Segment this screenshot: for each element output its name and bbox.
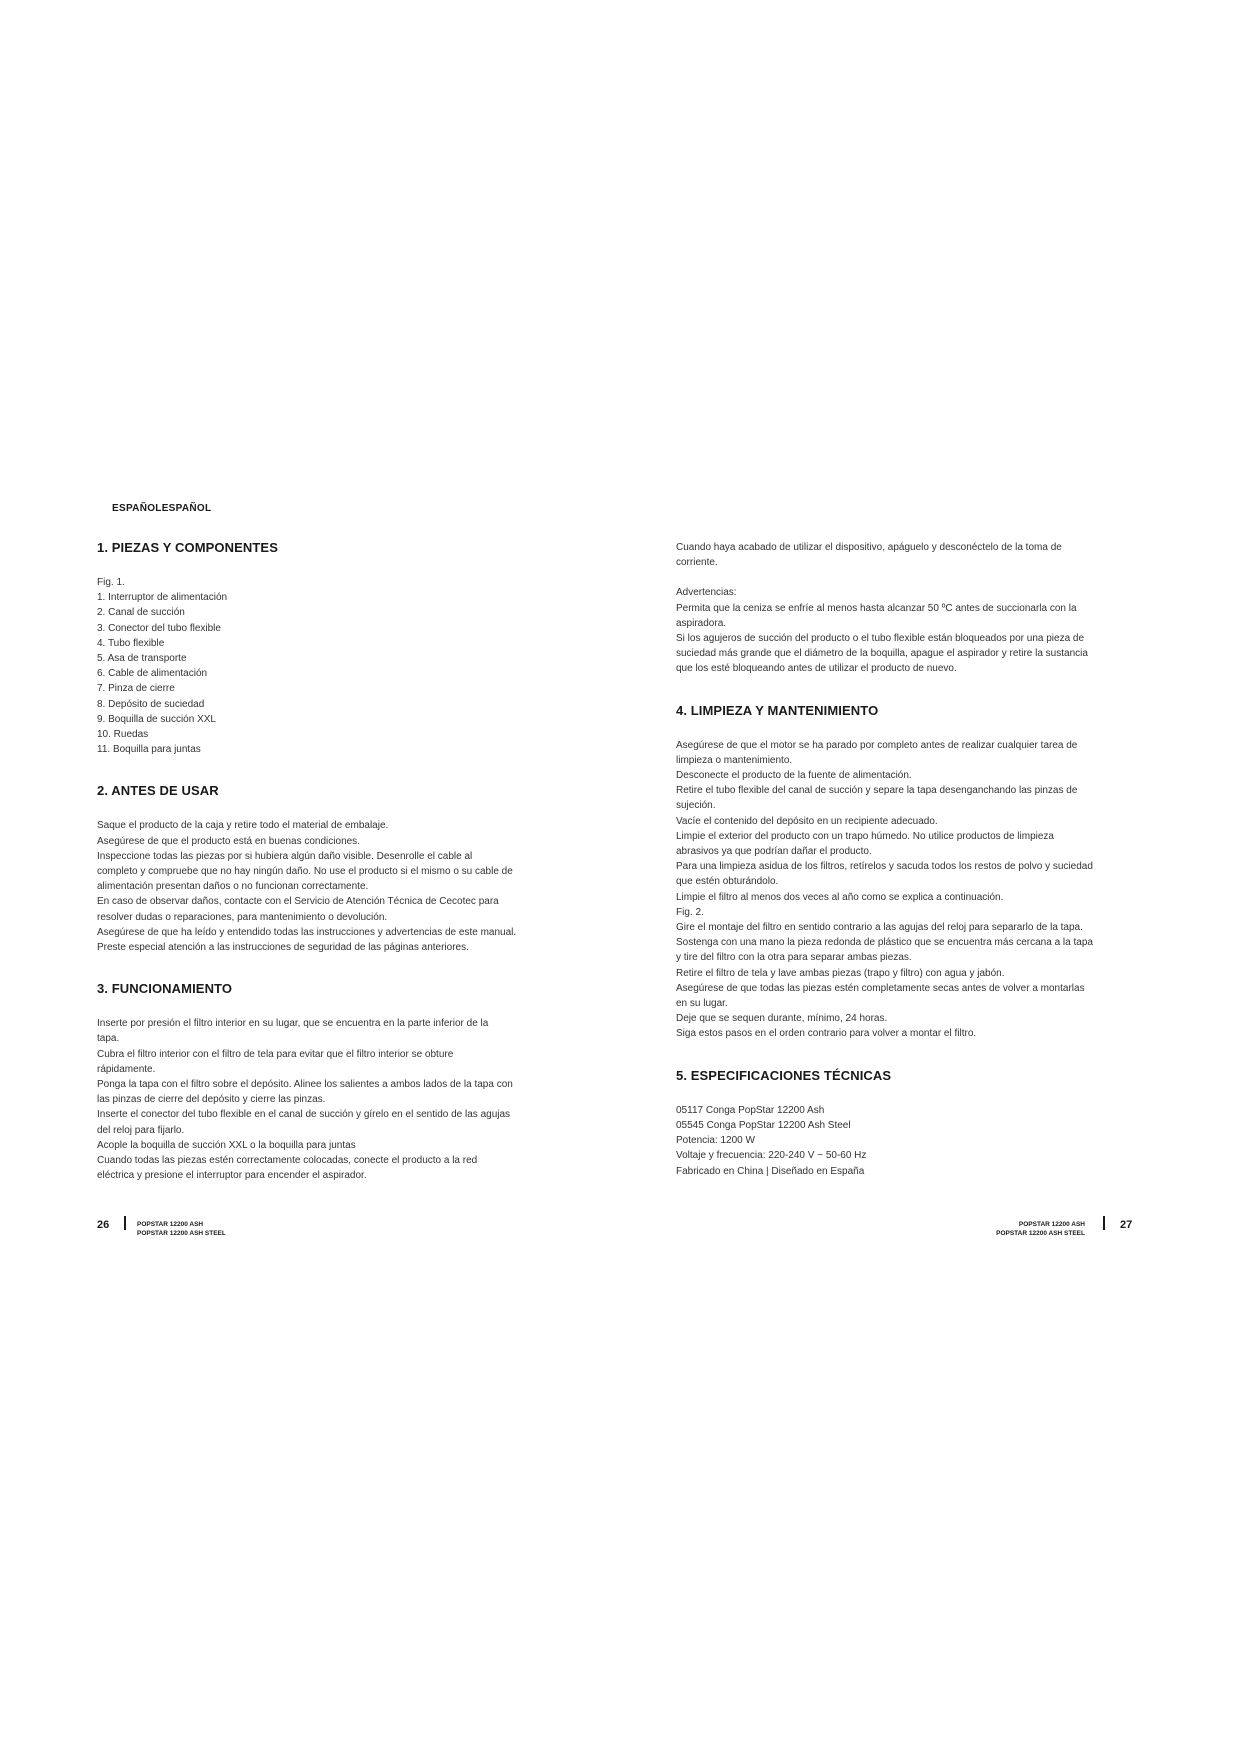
text-line: Potencia: 1200 W xyxy=(676,1135,755,1147)
text-line: las pinzas de cierre del depósito y cierre las pinzas. xyxy=(97,1094,326,1106)
components-list xyxy=(97,590,567,757)
text-line: del reloj para fijarlo. xyxy=(97,1124,185,1136)
text-line: Limpie el exterior del producto con un trapo húmedo. No utilice productos de limpieza xyxy=(676,830,1054,842)
left-column xyxy=(97,540,567,1184)
text-line: Para una limpieza asidua de los filtros, retírelos y sacuda todos los restos de polvo y suciedad xyxy=(676,861,1093,873)
section-5-title: 5. ESPECIFICACIONES TÉCNICAS xyxy=(676,1067,892,1083)
text-line: suciedad más grande que el diámetro de la boquilla, apague el aspirador y retire la sustancia xyxy=(676,648,1088,660)
text-line: Asegúrese de que el producto está en buenas condiciones. xyxy=(97,835,360,847)
section-3-body xyxy=(97,1016,567,1183)
text-line: Inserte el conector del tubo flexible en el canal de succión y gírelo en el sentido de las agujas xyxy=(97,1109,511,1121)
footer-models-right xyxy=(996,1220,1085,1238)
section-2-body xyxy=(97,818,567,955)
footer-divider xyxy=(124,1216,126,1230)
text-line: Saque el producto de la caja y retire todo el material de embalaje. xyxy=(97,820,389,832)
footer-model-1: POPSTAR 12200 ASH xyxy=(137,1221,204,1228)
list-item: 4. Tubo flexible xyxy=(97,637,165,649)
text-line: Asegúrese de que ha leído y entendido todas las instrucciones y advertencias de este manual. xyxy=(97,926,517,938)
text-line: en su lugar. xyxy=(676,998,728,1010)
list-item: 5. Asa de transporte xyxy=(97,653,187,665)
text-line: Retire el tubo flexible del canal de succión y separe la tapa desenganchando las pinzas de xyxy=(676,785,1078,797)
list-item: 11. Boquilla para juntas xyxy=(97,744,201,756)
text-line: Fabricado en China | Diseñado en España xyxy=(676,1165,865,1177)
page-number-right: 27 xyxy=(1120,1219,1133,1231)
text-line: aspiradora. xyxy=(676,617,727,629)
text-line: resolver dudas o reparaciones, para mantenimiento o devolución. xyxy=(97,911,388,923)
text-line: que los esté bloqueando antes de utilizar el producto de nuevo. xyxy=(676,663,957,675)
text-line: sujeción. xyxy=(676,800,716,812)
text-line: Acople la boquilla de succión XXL o la boquilla para juntas xyxy=(97,1139,356,1151)
right-column xyxy=(676,540,1146,1179)
text-line: alimentación presentan daños o no funcionan correctamente. xyxy=(97,881,369,893)
list-item: 8. Depósito de suciedad xyxy=(97,698,205,710)
text-line: Voltaje y frecuencia: 220-240 V ~ 50-60 Hz xyxy=(676,1150,867,1162)
text-line: Vacíe el contenido del depósito en un recipiente adecuado. xyxy=(676,815,938,827)
text-line: tapa. xyxy=(97,1033,120,1045)
list-item: 1. Interruptor de alimentación xyxy=(97,592,228,604)
text-line: Ponga la tapa con el filtro sobre el depósito. Alinee los salientes a ambos lados de la tapa con xyxy=(97,1079,513,1091)
text-line: limpieza o mantenimiento. xyxy=(676,754,793,766)
text-line: Si los agujeros de succión del producto o el tubo flexible están bloqueados por una pieza de xyxy=(676,633,1085,645)
text-line: Inserte por presión el filtro interior en su lugar, que se encuentra en la parte inferior de la xyxy=(97,1018,489,1030)
language-header: ESPAÑOLESPAÑOL xyxy=(112,503,212,514)
section-4-title: 4. LIMPIEZA Y MANTENIMIENTO xyxy=(676,702,879,718)
warnings-label: Advertencias: xyxy=(676,587,737,599)
fig-1-label: Fig. 1. xyxy=(97,577,125,588)
text-line: Sostenga con una mano la pieza redonda de plástico que se encuentra más cercana a la tapa xyxy=(676,937,1093,949)
footer-model-2: POPSTAR 12200 ASH STEEL xyxy=(137,1230,226,1237)
footer-models-left xyxy=(137,1220,226,1238)
text-line: En caso de observar daños, contacte con el Servicio de Atención Técnica de Cecotec para xyxy=(97,896,499,908)
list-item: 9. Boquilla de succión XXL xyxy=(97,713,216,725)
footer-divider xyxy=(1103,1216,1105,1230)
text-line: que estén obturándolo. xyxy=(676,876,779,888)
text-line: Asegúrese de que todas las piezas estén completamente secas antes de volver a montarlas xyxy=(676,982,1085,994)
warnings-block xyxy=(676,585,1146,676)
text-line: 05545 Conga PopStar 12200 Ash Steel xyxy=(676,1119,851,1131)
text-line: abrasivos ya que podrían dañar el producto. xyxy=(676,846,872,858)
text-line: rápidamente. xyxy=(97,1063,156,1075)
text-line: Preste especial atención a las instrucciones de seguridad de las páginas anteriores. xyxy=(97,942,469,954)
list-item: 3. Conector del tubo flexible xyxy=(97,622,221,634)
footer-model-1: POPSTAR 12200 ASH xyxy=(1018,1221,1085,1228)
text-line: corriente. xyxy=(676,557,718,569)
usage-end-note xyxy=(676,540,1146,570)
footer-model-2: POPSTAR 12200 ASH STEEL xyxy=(996,1230,1085,1237)
text-line: Cubra el filtro interior con el filtro de tela para evitar que el filtro interior se obture xyxy=(97,1048,454,1060)
list-item: 10. Ruedas xyxy=(97,729,149,741)
section-4-body xyxy=(676,738,1146,1042)
section-3-title: 3. FUNCIONAMIENTO xyxy=(97,981,233,997)
text-line: Deje que se sequen durante, mínimo, 24 horas. xyxy=(676,1013,888,1025)
text-line: Cuando todas las piezas estén correctamente colocadas, conecte el producto a la red xyxy=(97,1155,478,1167)
text-line: Siga estos pasos en el orden contrario para volver a montar el filtro. xyxy=(676,1028,977,1040)
text-line: Retire el filtro de tela y lave ambas piezas (trapo y filtro) con agua y jabón. xyxy=(676,967,1005,979)
text-line: Inspeccione todas las piezas por si hubiera algún daño visible. Desenrolle el cable al xyxy=(97,850,473,862)
text-line: Limpie el filtro al menos dos veces al año como se explica a continuación. xyxy=(676,891,1004,903)
text-line: eléctrica y presione el interruptor para encender el aspirador. xyxy=(97,1170,367,1182)
text-line: Gire el montaje del filtro en sentido contrario a las agujas del reloj para separarlo de la tapa. xyxy=(676,922,1083,934)
section-1-title: 1. PIEZAS Y COMPONENTES xyxy=(97,540,278,555)
fig-2-label: Fig. 2. xyxy=(676,906,704,918)
section-2-title: 2. ANTES DE USAR xyxy=(97,783,219,799)
text-line: y tire del filtro con la otra para separar ambas piezas. xyxy=(676,952,912,964)
text-line: Permita que la ceniza se enfríe al menos hasta alcanzar 50 ºC antes de succionarla con la xyxy=(676,602,1077,614)
section-5-body xyxy=(676,1103,1146,1179)
text-line: Desconecte el producto de la fuente de alimentación. xyxy=(676,770,912,782)
list-item: 6. Cable de alimentación xyxy=(97,668,208,680)
text-line: Cuando haya acabado de utilizar el dispositivo, apáguelo y desconéctelo de la toma de xyxy=(676,542,1062,553)
text-line: 05117 Conga PopStar 12200 Ash xyxy=(676,1104,825,1116)
text-line: Asegúrese de que el motor se ha parado por completo antes de realizar cualquier tarea de xyxy=(676,739,1078,751)
list-item: 2. Canal de succión xyxy=(97,607,185,619)
page-number-left: 26 xyxy=(97,1219,110,1231)
text-line: completo y compruebe que no hay ningún daño. No use el producto si el mismo o su cable de xyxy=(97,866,513,878)
list-item: 7. Pinza de cierre xyxy=(97,683,175,695)
